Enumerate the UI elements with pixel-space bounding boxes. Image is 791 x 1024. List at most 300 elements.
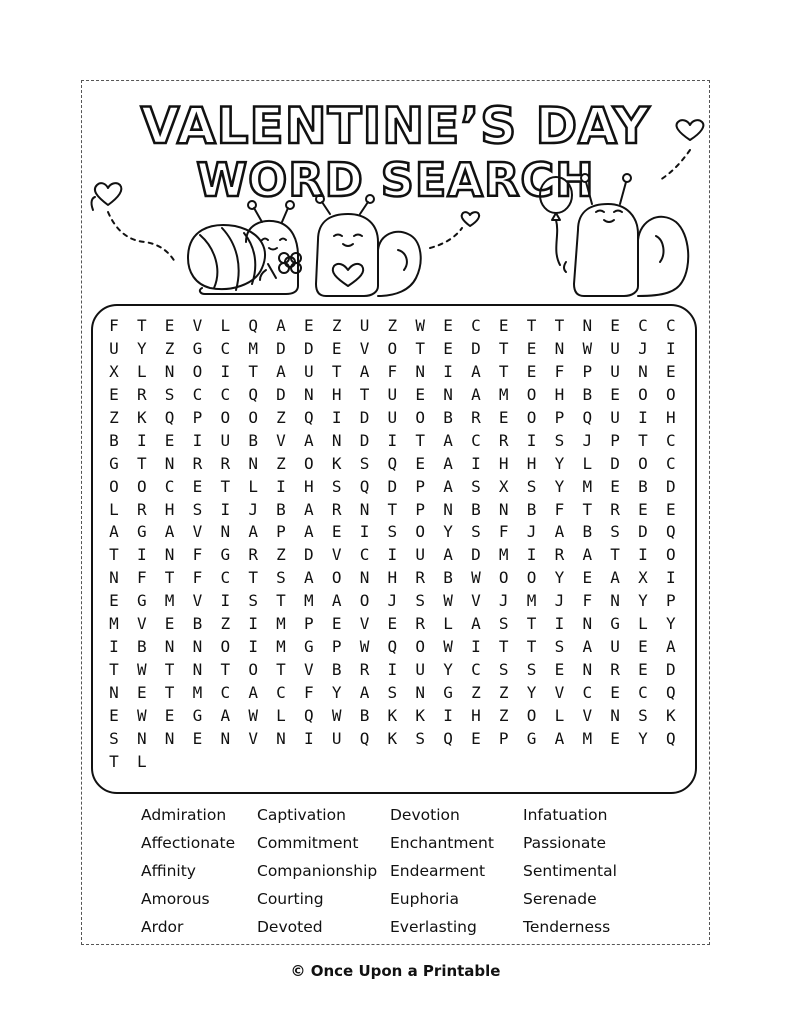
grid-letter[interactable]: E	[164, 316, 175, 335]
grid-letter[interactable]: M	[526, 591, 537, 611]
grid-letter[interactable]: A	[443, 476, 453, 496]
grid-letter[interactable]: N	[248, 453, 258, 473]
grid-letter[interactable]: E	[109, 705, 119, 725]
grid-letter[interactable]: N	[164, 545, 175, 565]
grid-letter[interactable]: U	[109, 338, 119, 358]
grid-letter[interactable]: N	[359, 499, 370, 519]
grid-letter[interactable]: E	[554, 660, 565, 680]
grid-letter[interactable]: A	[304, 499, 314, 519]
grid-letter[interactable]: I	[665, 568, 676, 588]
grid-letter[interactable]: B	[526, 499, 537, 519]
grid-letter[interactable]: T	[359, 384, 370, 404]
grid-letter[interactable]: V	[192, 522, 203, 542]
grid-letter[interactable]: Y	[443, 660, 453, 680]
grid-letter[interactable]: U	[387, 384, 398, 404]
grid-letter[interactable]: C	[220, 568, 231, 588]
grid-letter[interactable]: V	[248, 728, 258, 748]
grid-letter[interactable]: L	[136, 751, 147, 771]
grid-letter[interactable]: N	[192, 637, 203, 657]
grid-letter[interactable]: E	[638, 660, 648, 680]
grid-letter[interactable]: O	[526, 407, 537, 427]
grid-letter[interactable]: Y	[136, 338, 147, 358]
grid-letter[interactable]: N	[220, 728, 231, 748]
grid-letter[interactable]: A	[304, 568, 314, 588]
grid-letter[interactable]: N	[610, 591, 620, 611]
grid-letter[interactable]: T	[164, 568, 175, 588]
grid-letter[interactable]: I	[387, 545, 398, 565]
grid-letter[interactable]: U	[415, 660, 426, 680]
grid-letter[interactable]: M	[498, 545, 509, 565]
grid-letter[interactable]: E	[304, 316, 314, 335]
grid-letter[interactable]: S	[109, 728, 119, 748]
grid-letter[interactable]: F	[136, 568, 147, 588]
grid-letter[interactable]: T	[526, 614, 537, 634]
grid-letter[interactable]: U	[359, 316, 370, 335]
grid-letter[interactable]: K	[331, 453, 342, 473]
grid-letter[interactable]: V	[359, 338, 370, 358]
grid-letter[interactable]: M	[248, 338, 258, 358]
grid-letter[interactable]: N	[164, 637, 175, 657]
grid-letter[interactable]: C	[220, 338, 231, 358]
grid-letter[interactable]: R	[220, 453, 231, 473]
grid-letter[interactable]: O	[526, 705, 537, 725]
grid-letter[interactable]: F	[192, 545, 203, 565]
grid-letter[interactable]: T	[276, 591, 286, 611]
grid-letter[interactable]: T	[638, 430, 648, 450]
grid-letter[interactable]: O	[359, 591, 370, 611]
grid-letter[interactable]: E	[443, 316, 453, 335]
grid-letter[interactable]: C	[638, 683, 648, 702]
grid-letter[interactable]: Z	[498, 683, 509, 702]
grid-letter[interactable]: S	[192, 499, 203, 519]
grid-letter[interactable]: P	[331, 637, 342, 657]
grid-letter[interactable]: D	[387, 476, 398, 496]
grid-letter[interactable]: B	[276, 499, 286, 519]
grid-letter[interactable]: E	[610, 683, 620, 702]
grid-letter[interactable]: E	[443, 338, 453, 358]
grid-letter[interactable]: E	[610, 384, 620, 404]
grid-letter[interactable]: K	[387, 728, 398, 748]
grid-letter[interactable]: L	[276, 705, 286, 725]
grid-letter[interactable]: O	[638, 453, 648, 473]
grid-letter[interactable]: Q	[665, 728, 676, 748]
grid-letter[interactable]: D	[471, 545, 481, 565]
grid-letter[interactable]: H	[665, 407, 676, 427]
grid-letter[interactable]: C	[359, 545, 370, 565]
grid-letter[interactable]: D	[304, 545, 314, 565]
grid-letter[interactable]: O	[136, 476, 147, 496]
grid-letter[interactable]: H	[498, 453, 509, 473]
grid-letter[interactable]: Q	[582, 407, 593, 427]
grid-letter[interactable]: E	[498, 407, 509, 427]
grid-letter[interactable]: S	[471, 522, 481, 542]
grid-letter[interactable]: S	[638, 705, 648, 725]
grid-letter[interactable]: X	[498, 476, 509, 496]
grid-letter[interactable]: R	[498, 430, 509, 450]
grid-letter[interactable]: S	[331, 476, 342, 496]
grid-letter[interactable]: W	[331, 705, 342, 725]
grid-letter[interactable]: F	[304, 683, 314, 702]
grid-letter[interactable]: S	[387, 522, 398, 542]
grid-letter[interactable]: M	[276, 614, 286, 634]
grid-letter[interactable]: I	[526, 545, 537, 565]
grid-letter[interactable]: I	[638, 545, 648, 565]
grid-letter[interactable]: W	[136, 705, 147, 725]
grid-letter[interactable]: K	[387, 705, 398, 725]
grid-letter[interactable]: T	[220, 476, 231, 496]
grid-letter[interactable]: Q	[665, 683, 676, 702]
grid-letter[interactable]: S	[248, 591, 258, 611]
grid-letter[interactable]: V	[304, 660, 314, 680]
grid-letter[interactable]: F	[554, 499, 565, 519]
grid-letter[interactable]: N	[164, 361, 175, 381]
grid-letter[interactable]: T	[498, 338, 509, 358]
grid-letter[interactable]: O	[526, 568, 537, 588]
grid-letter[interactable]: G	[526, 728, 537, 748]
grid-letter[interactable]: Q	[248, 384, 258, 404]
grid-letter[interactable]: E	[387, 614, 398, 634]
grid-letter[interactable]: X	[638, 568, 648, 588]
grid-letter[interactable]: R	[248, 545, 258, 565]
grid-letter[interactable]: E	[331, 338, 342, 358]
grid-letter[interactable]: B	[471, 499, 481, 519]
grid-letter[interactable]: A	[276, 361, 286, 381]
grid-letter[interactable]: M	[164, 591, 175, 611]
grid-letter[interactable]: B	[582, 384, 593, 404]
grid-letter[interactable]: O	[220, 407, 231, 427]
grid-letter[interactable]: N	[443, 384, 453, 404]
grid-letter[interactable]: G	[220, 545, 231, 565]
grid-letter[interactable]: Q	[387, 453, 398, 473]
grid-letter[interactable]: C	[192, 384, 203, 404]
grid-letter[interactable]: P	[498, 728, 509, 748]
grid-letter[interactable]: Q	[387, 637, 398, 657]
grid-letter[interactable]: U	[304, 361, 314, 381]
grid-letter[interactable]: D	[359, 430, 370, 450]
grid-letter[interactable]: T	[582, 499, 593, 519]
grid-letter[interactable]: R	[554, 545, 565, 565]
grid-letter[interactable]: P	[415, 499, 426, 519]
grid-letter[interactable]: E	[638, 637, 648, 657]
grid-letter[interactable]: U	[415, 545, 426, 565]
grid-letter[interactable]: E	[526, 361, 537, 381]
grid-letter[interactable]: C	[276, 683, 286, 702]
grid-letter[interactable]: Q	[443, 728, 453, 748]
grid-letter[interactable]: R	[136, 384, 147, 404]
grid-letter[interactable]: E	[415, 453, 426, 473]
grid-letter[interactable]: A	[471, 361, 481, 381]
grid-letter[interactable]: B	[109, 430, 119, 450]
grid-letter[interactable]: G	[109, 453, 119, 473]
grid-letter[interactable]: T	[109, 545, 119, 565]
grid-letter[interactable]: Z	[276, 545, 286, 565]
grid-letter[interactable]: I	[387, 660, 398, 680]
grid-letter[interactable]: J	[582, 430, 593, 450]
grid-letter[interactable]: Y	[638, 728, 648, 748]
grid-letter[interactable]: A	[359, 683, 370, 702]
grid-letter[interactable]: F	[387, 361, 398, 381]
grid-letter[interactable]: I	[331, 407, 342, 427]
grid-letter[interactable]: U	[610, 637, 620, 657]
grid-letter[interactable]: M	[276, 637, 286, 657]
grid-letter[interactable]: N	[109, 568, 119, 588]
grid-letter[interactable]: H	[526, 453, 537, 473]
grid-letter[interactable]: C	[471, 316, 481, 335]
grid-letter[interactable]: S	[526, 476, 537, 496]
grid-letter[interactable]: L	[248, 476, 258, 496]
grid-letter[interactable]: P	[192, 407, 203, 427]
grid-letter[interactable]: H	[554, 384, 565, 404]
grid-letter[interactable]: O	[665, 545, 676, 565]
grid-letter[interactable]: S	[554, 430, 565, 450]
grid-letter[interactable]: N	[359, 568, 370, 588]
grid-letter[interactable]: I	[220, 361, 231, 381]
grid-letter[interactable]: E	[582, 568, 593, 588]
grid-letter[interactable]: A	[554, 522, 565, 542]
grid-letter[interactable]: R	[192, 453, 203, 473]
grid-letter[interactable]: A	[443, 545, 453, 565]
grid-letter[interactable]: E	[164, 430, 175, 450]
grid-letter[interactable]: F	[109, 316, 119, 335]
grid-letter[interactable]: W	[443, 637, 453, 657]
grid-letter[interactable]: R	[359, 660, 370, 680]
grid-letter[interactable]: T	[136, 316, 147, 335]
grid-letter[interactable]: I	[443, 705, 453, 725]
grid-letter[interactable]: A	[276, 316, 286, 335]
grid-letter[interactable]: A	[582, 545, 593, 565]
grid-letter[interactable]: S	[359, 453, 370, 473]
grid-letter[interactable]: U	[610, 361, 620, 381]
grid-letter[interactable]: P	[304, 614, 314, 634]
grid-letter[interactable]: M	[304, 591, 314, 611]
grid-letter[interactable]: C	[582, 683, 593, 702]
grid-letter[interactable]: Z	[387, 316, 398, 335]
grid-letter[interactable]: E	[192, 728, 203, 748]
grid-letter[interactable]: D	[276, 338, 286, 358]
grid-letter[interactable]: E	[331, 614, 342, 634]
grid-letter[interactable]: Z	[276, 453, 286, 473]
grid-letter[interactable]: A	[304, 522, 314, 542]
grid-letter[interactable]: O	[220, 637, 231, 657]
grid-letter[interactable]: E	[665, 361, 676, 381]
grid-letter[interactable]: O	[387, 338, 398, 358]
grid-letter[interactable]: P	[582, 361, 593, 381]
grid-letter[interactable]: N	[443, 499, 453, 519]
grid-letter[interactable]: R	[415, 568, 426, 588]
grid-letter[interactable]: Y	[554, 453, 565, 473]
grid-letter[interactable]: T	[610, 545, 620, 565]
grid-letter[interactable]: X	[109, 361, 119, 381]
grid-letter[interactable]: I	[136, 545, 147, 565]
grid-letter[interactable]: C	[665, 316, 676, 335]
grid-letter[interactable]: M	[498, 384, 509, 404]
grid-letter[interactable]: Q	[359, 728, 370, 748]
grid-letter[interactable]: V	[554, 683, 565, 702]
grid-letter[interactable]: L	[220, 316, 231, 335]
grid-letter[interactable]: S	[610, 522, 620, 542]
grid-letter[interactable]: B	[443, 568, 453, 588]
grid-letter[interactable]: G	[304, 637, 314, 657]
grid-letter[interactable]: W	[582, 338, 593, 358]
grid-letter[interactable]: B	[192, 614, 203, 634]
grid-letter[interactable]: J	[248, 499, 258, 519]
grid-letter[interactable]: U	[220, 430, 231, 450]
grid-letter[interactable]: A	[665, 637, 676, 657]
grid-letter[interactable]: O	[526, 384, 537, 404]
grid-letter[interactable]: H	[331, 384, 342, 404]
grid-letter[interactable]: L	[554, 705, 565, 725]
grid-letter[interactable]: T	[498, 637, 509, 657]
grid-letter[interactable]: S	[498, 660, 509, 680]
grid-letter[interactable]: L	[443, 614, 453, 634]
grid-letter[interactable]: V	[359, 614, 370, 634]
grid-letter[interactable]: V	[192, 591, 203, 611]
grid-letter[interactable]: E	[526, 338, 537, 358]
grid-letter[interactable]: I	[471, 637, 481, 657]
grid-letter[interactable]: T	[220, 660, 231, 680]
grid-letter[interactable]: G	[443, 683, 453, 702]
grid-letter[interactable]: I	[638, 407, 648, 427]
grid-letter[interactable]: C	[665, 453, 676, 473]
grid-letter[interactable]: A	[109, 522, 119, 542]
grid-letter[interactable]: W	[359, 637, 370, 657]
grid-letter[interactable]: Q	[164, 407, 175, 427]
grid-letter[interactable]: E	[638, 499, 648, 519]
grid-letter[interactable]: N	[192, 660, 203, 680]
grid-letter[interactable]: A	[359, 361, 370, 381]
grid-letter[interactable]: O	[498, 568, 509, 588]
grid-letter[interactable]: J	[387, 591, 398, 611]
grid-letter[interactable]: F	[192, 568, 203, 588]
grid-letter[interactable]: U	[387, 407, 398, 427]
grid-letter[interactable]: S	[387, 683, 398, 702]
grid-letter[interactable]: P	[610, 430, 620, 450]
grid-letter[interactable]: N	[498, 499, 509, 519]
grid-letter[interactable]: I	[359, 522, 370, 542]
grid-letter[interactable]: I	[276, 476, 286, 496]
grid-letter[interactable]: M	[582, 476, 593, 496]
grid-letter[interactable]: A	[248, 683, 258, 702]
grid-letter[interactable]: F	[554, 361, 565, 381]
grid-letter[interactable]: N	[582, 316, 593, 335]
grid-letter[interactable]: I	[220, 591, 231, 611]
grid-letter[interactable]: H	[304, 476, 314, 496]
grid-letter[interactable]: I	[304, 728, 314, 748]
grid-letter[interactable]: R	[471, 407, 481, 427]
grid-letter[interactable]: E	[331, 522, 342, 542]
grid-letter[interactable]: D	[665, 660, 676, 680]
grid-letter[interactable]: P	[276, 522, 286, 542]
grid-letter[interactable]: O	[331, 568, 342, 588]
grid-letter[interactable]: N	[164, 453, 175, 473]
grid-letter[interactable]: G	[192, 705, 203, 725]
grid-letter[interactable]: N	[136, 728, 147, 748]
grid-letter[interactable]: T	[248, 568, 258, 588]
grid-letter[interactable]: I	[554, 614, 565, 634]
grid-letter[interactable]: A	[220, 705, 231, 725]
grid-letter[interactable]: Z	[498, 705, 509, 725]
grid-letter[interactable]: A	[443, 453, 453, 473]
grid-letter[interactable]: O	[665, 384, 676, 404]
grid-letter[interactable]: V	[276, 430, 286, 450]
grid-letter[interactable]: N	[331, 430, 342, 450]
grid-letter[interactable]: E	[471, 728, 481, 748]
grid-letter[interactable]: L	[582, 453, 593, 473]
grid-letter[interactable]: E	[610, 476, 620, 496]
grid-letter[interactable]: Z	[164, 338, 175, 358]
grid-letter[interactable]: O	[248, 660, 258, 680]
grid-letter[interactable]: A	[248, 522, 258, 542]
grid-letter[interactable]: T	[276, 660, 286, 680]
grid-letter[interactable]: T	[554, 316, 565, 335]
grid-letter[interactable]: W	[443, 591, 453, 611]
grid-letter[interactable]: T	[164, 683, 175, 702]
grid-letter[interactable]: W	[415, 316, 426, 335]
grid-letter[interactable]: Y	[554, 568, 565, 588]
grid-letter[interactable]: N	[610, 705, 620, 725]
grid-letter[interactable]: Y	[554, 476, 565, 496]
grid-letter[interactable]: E	[192, 476, 203, 496]
grid-letter[interactable]: W	[471, 568, 481, 588]
grid-letter[interactable]: S	[526, 660, 537, 680]
grid-letter[interactable]: O	[192, 361, 203, 381]
grid-letter[interactable]: N	[415, 683, 426, 702]
grid-letter[interactable]: H	[471, 705, 481, 725]
grid-letter[interactable]: Y	[443, 522, 453, 542]
grid-letter[interactable]: R	[610, 660, 620, 680]
grid-letter[interactable]: L	[109, 499, 119, 519]
grid-letter[interactable]: I	[443, 361, 453, 381]
grid-letter[interactable]: C	[665, 430, 676, 450]
grid-letter[interactable]: A	[582, 637, 593, 657]
grid-letter[interactable]: J	[638, 338, 648, 358]
grid-letter[interactable]: F	[582, 591, 593, 611]
grid-letter[interactable]: T	[136, 453, 147, 473]
grid-letter[interactable]: T	[109, 751, 119, 771]
grid-letter[interactable]: I	[248, 637, 258, 657]
grid-letter[interactable]: O	[415, 637, 426, 657]
grid-letter[interactable]: E	[610, 316, 620, 335]
grid-letter[interactable]: S	[471, 476, 481, 496]
grid-letter[interactable]: T	[248, 361, 258, 381]
grid-letter[interactable]: I	[526, 430, 537, 450]
grid-letter[interactable]: C	[638, 316, 648, 335]
grid-letter[interactable]: T	[164, 660, 175, 680]
grid-letter[interactable]: P	[665, 591, 676, 611]
grid-letter[interactable]: P	[415, 476, 426, 496]
grid-letter[interactable]: C	[471, 430, 481, 450]
grid-letter[interactable]: B	[582, 522, 593, 542]
grid-letter[interactable]: Y	[638, 591, 648, 611]
grid-letter[interactable]: F	[498, 522, 509, 542]
grid-letter[interactable]: S	[164, 384, 175, 404]
grid-letter[interactable]: N	[415, 361, 426, 381]
grid-letter[interactable]: O	[638, 384, 648, 404]
grid-letter[interactable]: A	[164, 522, 175, 542]
grid-letter[interactable]: I	[220, 499, 231, 519]
grid-letter[interactable]: N	[582, 660, 593, 680]
grid-letter[interactable]: A	[554, 728, 565, 748]
grid-letter[interactable]: Q	[304, 705, 314, 725]
grid-letter[interactable]: I	[109, 637, 119, 657]
grid-letter[interactable]: N	[164, 728, 175, 748]
grid-letter[interactable]: D	[276, 384, 286, 404]
grid-letter[interactable]: R	[610, 499, 620, 519]
grid-letter[interactable]: B	[638, 476, 648, 496]
grid-letter[interactable]: A	[443, 430, 453, 450]
grid-letter[interactable]: M	[582, 728, 593, 748]
grid-letter[interactable]: H	[387, 568, 398, 588]
